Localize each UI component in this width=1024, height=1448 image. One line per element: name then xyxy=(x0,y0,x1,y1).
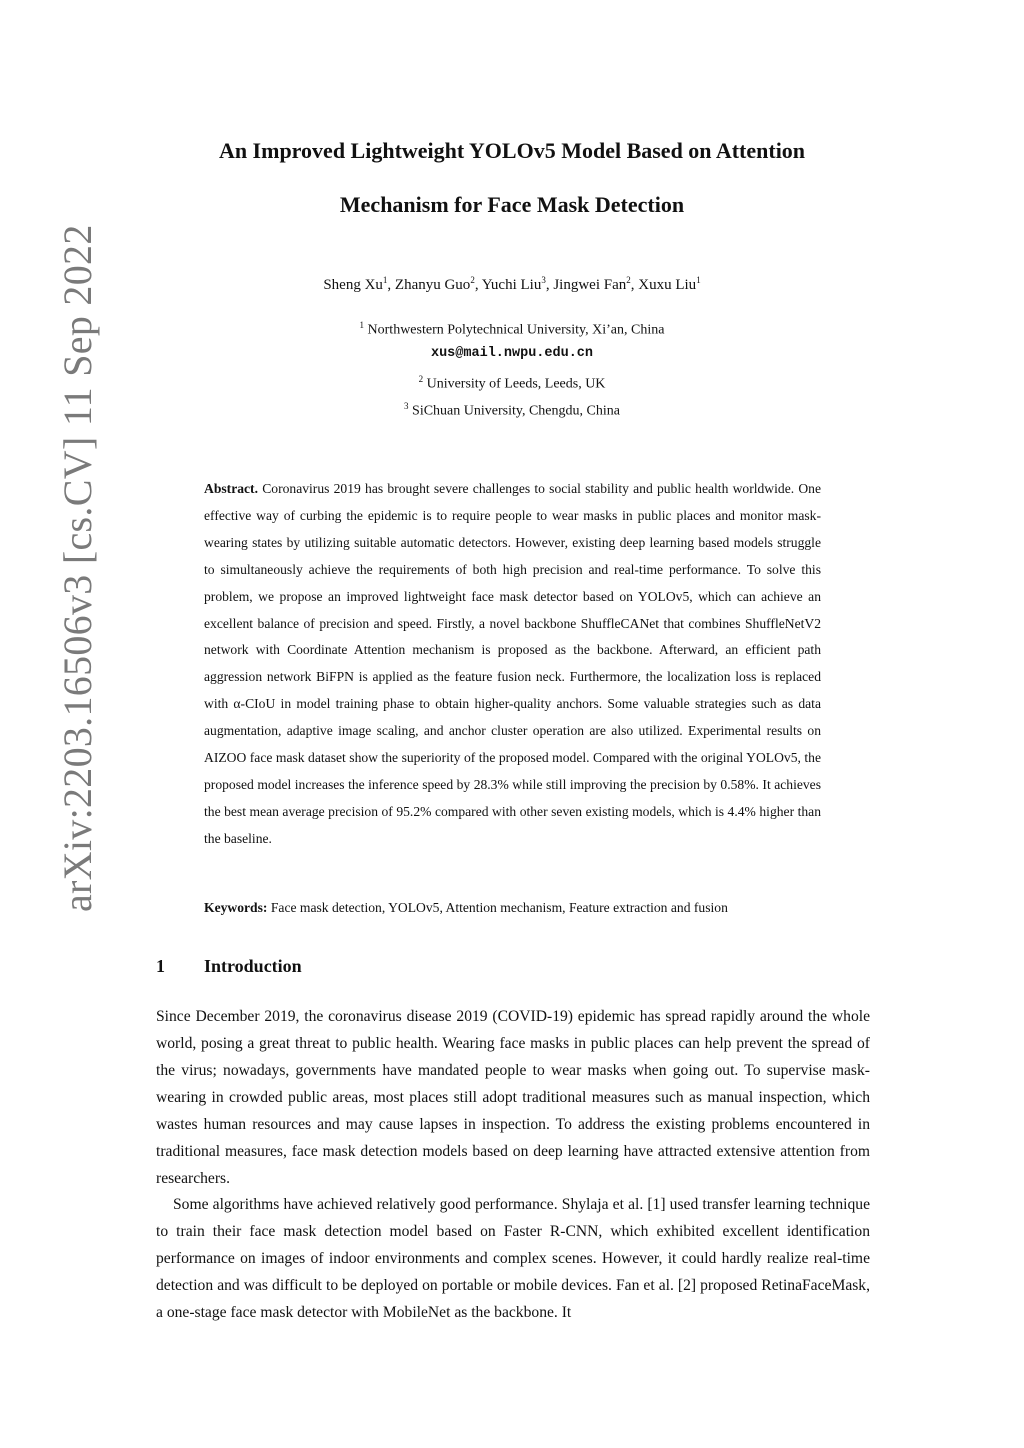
section-title: Introduction xyxy=(204,956,302,976)
arxiv-identifier-stamp: arXiv:2203.16506v3 [cs.CV] 11 Sep 2022 xyxy=(55,224,100,912)
keywords-text: Face mask detection, YOLOv5, Attention mechanism, Feature extraction and fusion xyxy=(270,900,728,915)
contact-email[interactable]: xus@mail.nwpu.edu.cn xyxy=(430,346,594,361)
affiliation-3: $^3$ SiChuan University, Chengdu, China xyxy=(404,401,620,419)
intro-paragraph-1: Since December 2019, the coronavirus disease 2019 (COVID-19) epidemic has spread rapidly around the whole world, posing a great threat to public health. Wearing face masks in public places can help prevent the spread of the virus; nowadays, governments have mandated people to wear masks when going out. To supervise mask-wearing in crowded public areas, most places still adopt traditional measures such as manual inspection, which wastes human resources and may cause lapses in inspection. To address the existing problems encountered in traditional measures, face mask detection models based on deep learning have attracted extensive attention from researchers. xyxy=(156,1008,870,1187)
abstract xyxy=(204,476,821,853)
abstract-text: Coronavirus 2019 has brought severe challenges to social stability and public health worldwide. One effective way of curbing the epidemic is to require people to wear masks in public places and monitor mask-wearing states by utilizing suitable automatic detectors. However, existing deep learning based models struggle to simultaneously achieve the requirements of both high precision and real-time performance. To solve this problem, we propose an improved lightweight face mask detector based on YOLOv5, which can achieve an excellent balance of precision and speed. Firstly, a novel backbone ShuffleCANet that combines ShuffleNetV2 network with Coordinate Attention mechanism is proposed as the backbone. Afterward, an efficient path aggression network BiFPN is applied as the feature fusion neck. Furthermore, the localization loss is replaced with α-CIoU in model training phase to obtain higher-quality anchors. Some valuable strategies such as data augmentation, adaptive image scaling, and anchor cluster operation are also utilized. Experimental results on AIZOO face mask dataset show the superiority of the proposed model. Compared with the original YOLOv5, the proposed model increases the inference speed by 28.3% while still improving the precision by 0.58%. It achieves the best mean average precision of 95.2% compared with other seven existing models, which is 4.4% higher than the baseline. xyxy=(204,481,821,846)
author-list xyxy=(150,275,874,294)
author: Sheng Xu$^1$, xyxy=(323,275,395,293)
keywords-label: Keywords: xyxy=(204,900,268,915)
author: Yuchi Liu$^3$, xyxy=(481,275,554,293)
paper-title-line-2: Mechanism for Face Mask Detection xyxy=(339,192,685,217)
section-number: 1 xyxy=(156,956,165,976)
affiliation-1: $^1$ Northwestern Polytechnical University, Xi’an, China xyxy=(359,320,665,338)
intro-paragraph-2: Some algorithms have achieved relatively good performance. Shylaja et al. [1] used transfer learning technique to train their face mask detection model based on Faster R-CNN, which exhibited excellent identification performance on images of indoor environments and complex scenes. However, it could hardly realize real-time detection and was difficult to be deployed on portable or mobile devices. Fan et al. [2] proposed RetinaFaceMask, a one-stage face mask detector with MobileNet as the backbone. It xyxy=(156,1196,870,1321)
author: Zhanyu Guo$^2$, xyxy=(394,275,482,293)
author: Xuxu Liu$^1$ xyxy=(638,275,701,293)
section-heading-introduction xyxy=(156,956,302,977)
author: Jingwei Fan$^2$, xyxy=(553,275,639,293)
keywords xyxy=(204,900,821,916)
paper-title-line-1: An Improved Lightweight YOLOv5 Model Based on Attention xyxy=(218,138,806,163)
affiliation-2: $^2$ University of Leeds, Leeds, UK xyxy=(418,374,606,392)
abstract-label: Abstract. xyxy=(204,481,258,496)
